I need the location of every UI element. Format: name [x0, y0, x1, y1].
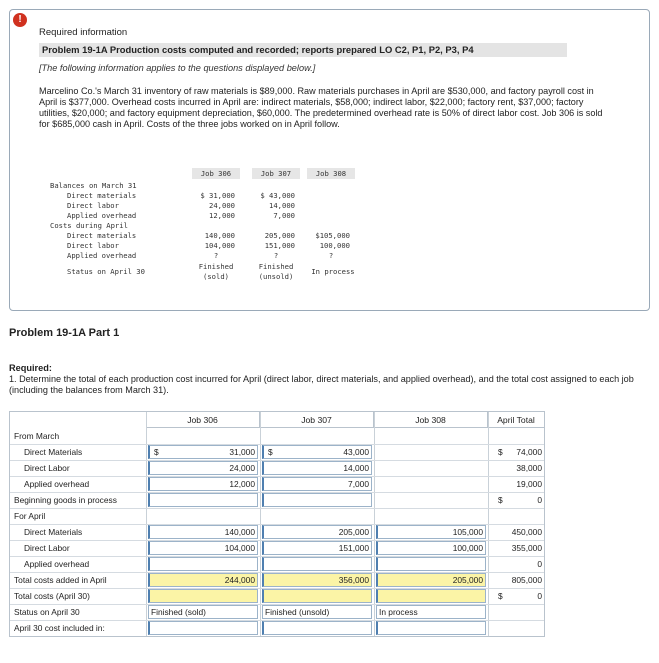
job306-oh-input[interactable]: 12,000: [148, 477, 258, 491]
row-label-total-added: Total costs added in April: [14, 575, 107, 585]
mono-label: Costs during April: [50, 221, 128, 230]
total-april-dm-value: 450,000: [511, 527, 542, 537]
row-label-for-april: For April: [14, 511, 46, 521]
mono-label: Status on April 30: [67, 267, 145, 276]
mono-label: Direct materials: [67, 231, 137, 240]
mono-value: 151,000: [264, 241, 295, 250]
job307-april-dm-input[interactable]: 205,000: [262, 525, 372, 539]
total-costs-value: 0: [537, 591, 542, 601]
mono-value: 104,000: [204, 241, 235, 250]
answer-grid: [9, 411, 545, 637]
mono-value: In process: [311, 267, 355, 276]
job308-april-dm-input[interactable]: 105,000: [376, 525, 486, 539]
row-label-from-march: From March: [14, 431, 60, 441]
total-april-dl-value: 355,000: [511, 543, 542, 553]
problem-description: Marcelino Co.'s March 31 inventory of raw materials is $89,000. Raw materials purchases in April are $530,000, and factory payroll cost in April is $377,000. Overhead costs incurred in April are: indirect materials, $58,000; indirect labor, $22,000; factory rent, $37,000; factory utilities, $20,000; and factory equipment depreciation, $60,000. The predetermined overhead rate is 50% of direct labor cost. Job 306 is sold for $685,000 cash in April. Costs of the three jobs worked on in April follow.: [39, 86, 603, 129]
total-dm-value: 74,000: [516, 447, 542, 457]
row-label-status: Status on April 30: [14, 607, 80, 617]
row-label-april-direct-materials: Direct Materials: [24, 527, 83, 537]
header-job308: Job 308: [374, 412, 488, 428]
total-added-value: 805,000: [511, 575, 542, 585]
dollar-sign: $: [498, 447, 503, 457]
mono-value: ?: [328, 251, 334, 260]
row-label-april-applied-overhead: Applied overhead: [24, 559, 90, 569]
mono-value: 24,000: [209, 201, 235, 210]
header-job306: Job 306: [146, 412, 260, 428]
dollar-sign: $: [268, 447, 273, 457]
job306-included-select[interactable]: [148, 621, 258, 635]
job308-april-dl-input[interactable]: 100,000: [376, 541, 486, 555]
job308-april-oh-input[interactable]: [376, 557, 486, 571]
job307-total-input[interactable]: [262, 589, 372, 603]
job307-oh-input[interactable]: 7,000: [262, 477, 372, 491]
total-beg-value: 0: [537, 495, 542, 505]
job306-april-dl-input[interactable]: 104,000: [148, 541, 258, 555]
mono-value: 100,000: [319, 241, 350, 250]
total-oh-value: 19,000: [516, 479, 542, 489]
required-information-box: [9, 9, 650, 311]
mono-value: ?: [213, 251, 219, 260]
mono-value: Finished: [198, 262, 234, 271]
mono-value: 7,000: [273, 211, 295, 220]
job307-dl-input[interactable]: 14,000: [262, 461, 372, 475]
row-label-beginning-goods: Beginning goods in process: [14, 495, 117, 505]
job308-added-input[interactable]: 205,000: [376, 573, 486, 587]
job306-april-oh-input[interactable]: [148, 557, 258, 571]
job306-status-select[interactable]: Finished (sold): [148, 605, 258, 619]
job307-included-select[interactable]: [262, 621, 372, 635]
mono-label: Direct labor: [67, 201, 119, 210]
mono-value: (sold): [203, 272, 229, 281]
row-label-applied-overhead: Applied overhead: [24, 479, 90, 489]
alert-icon: !: [13, 13, 27, 27]
job307-beg-input[interactable]: [262, 493, 372, 507]
job308-total-input[interactable]: [376, 589, 486, 603]
dollar-sign: $: [498, 495, 503, 505]
mono-value: 12,000: [209, 211, 235, 220]
mono-value: 205,000: [264, 231, 295, 240]
job306-beg-input[interactable]: [148, 493, 258, 507]
mono-value: $105,000: [315, 231, 350, 240]
mono-label: Applied overhead: [67, 211, 137, 220]
job307-april-oh-input[interactable]: [262, 557, 372, 571]
row-label-direct-labor: Direct Labor: [24, 463, 70, 473]
job306-april-dm-input[interactable]: 140,000: [148, 525, 258, 539]
mono-value: $ 43,000: [260, 191, 295, 200]
job307-status-select[interactable]: Finished (unsold): [262, 605, 372, 619]
job-cost-data-table: [47, 168, 367, 288]
row-label-direct-materials: Direct Materials: [24, 447, 83, 457]
job306-dm-input[interactable]: 31,000: [148, 445, 258, 459]
header-april-total: April Total: [488, 412, 544, 428]
part-title: Problem 19-1A Part 1: [9, 327, 120, 339]
mono-header-job307: Job 307: [260, 169, 292, 178]
mono-label: Applied overhead: [67, 251, 137, 260]
job308-status-select[interactable]: In process: [376, 605, 486, 619]
mono-value: 14,000: [269, 201, 295, 210]
mono-value: Finished: [258, 262, 294, 271]
header-job307: Job 307: [260, 412, 374, 428]
row-label-cost-included: April 30 cost included in:: [14, 623, 105, 633]
required-information-heading: Required information: [39, 27, 128, 38]
dollar-sign: $: [154, 447, 159, 457]
mono-label: Balances on March 31: [50, 181, 137, 190]
job306-added-input[interactable]: 244,000: [148, 573, 258, 587]
mono-value: $ 31,000: [200, 191, 235, 200]
job307-dm-input[interactable]: 43,000: [262, 445, 372, 459]
total-april-oh-value: 0: [537, 559, 542, 569]
job306-dl-input[interactable]: 24,000: [148, 461, 258, 475]
job306-total-input[interactable]: [148, 589, 258, 603]
required-label: Required:: [9, 363, 52, 373]
mono-header-job308: Job 308: [315, 169, 347, 178]
job307-april-dl-input[interactable]: 151,000: [262, 541, 372, 555]
required-text: 1. Determine the total of each production cost incurred for April (direct labor, direct materials, and applied overhead), and the total cost assigned to each job (including the balances from March 31).: [9, 374, 634, 395]
mono-label: Direct materials: [67, 191, 137, 200]
job307-added-input[interactable]: 356,000: [262, 573, 372, 587]
mono-value: (unsold): [258, 272, 294, 281]
row-label-april-direct-labor: Direct Labor: [24, 543, 70, 553]
mono-label: Direct labor: [67, 241, 119, 250]
problem-title: Problem 19-1A Production costs computed and recorded; reports prepared LO C2, P1, P2, P3, P4: [39, 43, 567, 57]
row-label-total-costs: Total costs (April 30): [14, 591, 90, 601]
mono-header-job306: Job 306: [200, 169, 232, 178]
mono-value: ?: [273, 251, 279, 260]
job308-included-select[interactable]: [376, 621, 486, 635]
dollar-sign: $: [498, 591, 503, 601]
applies-note: [The following information applies to the questions displayed below.]: [39, 63, 316, 73]
total-dl-value: 38,000: [516, 463, 542, 473]
mono-value: 140,000: [204, 231, 235, 240]
